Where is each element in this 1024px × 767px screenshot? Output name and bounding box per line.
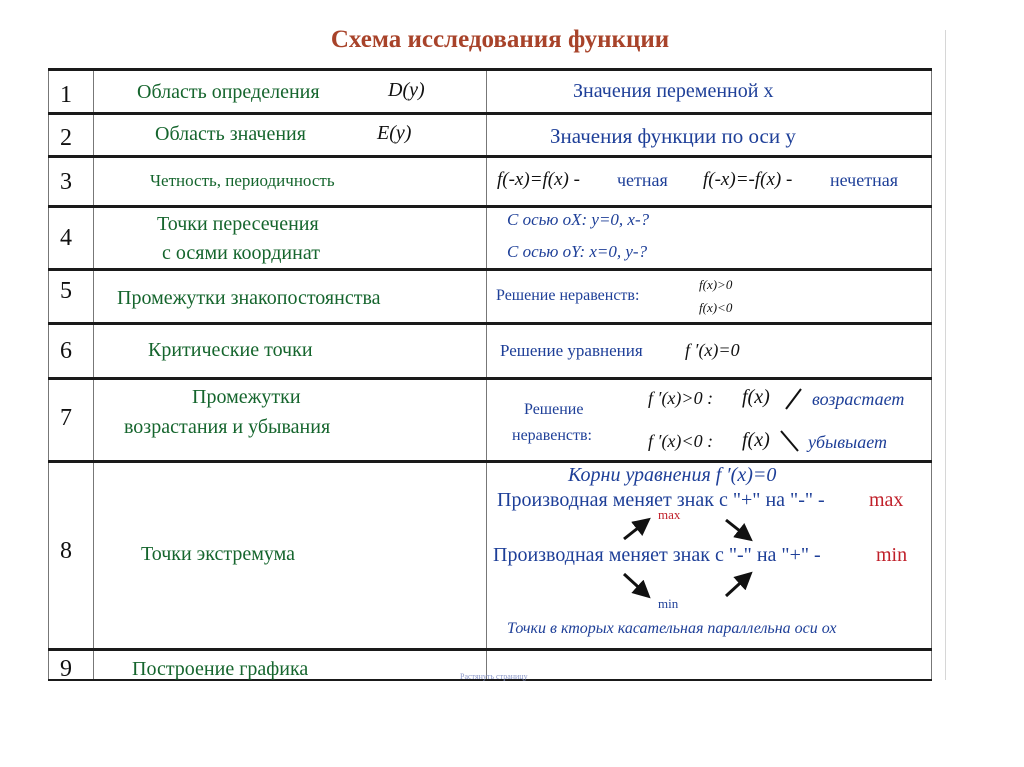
table-border-right: [931, 68, 932, 680]
row-divider: [48, 268, 932, 271]
row-number: 7: [60, 405, 72, 431]
tangent-note: Точки в кторых касательная параллельна оси ох: [507, 620, 837, 637]
row-label: Область значения: [155, 123, 306, 145]
odd-word: нечетная: [830, 170, 898, 190]
monotonic-label-line2: неравенств:: [512, 427, 592, 444]
row-divider: [48, 322, 932, 325]
x-axis-intersection: С осью оX: y=0, x-?: [507, 210, 650, 229]
odd-formula: f(-x)=-f(x) -: [703, 169, 793, 190]
row-number: 4: [60, 225, 72, 251]
row-label: Область определения: [137, 81, 320, 103]
derivative-rule-min: Производная меняет знак с "-" на "+" -: [493, 544, 821, 566]
range-symbol: E(y): [377, 122, 412, 144]
row-number: 3: [60, 169, 72, 195]
row-number: 9: [60, 656, 72, 682]
slide-edge-line: [945, 30, 946, 680]
decreasing-arrow-icon: [778, 428, 802, 454]
row-divider: [48, 377, 932, 380]
row-label-line2: с осями координат: [162, 242, 320, 264]
derivative-rule-max: Производная меняет знак с "+" на "-" -: [497, 489, 825, 511]
positive-inequality: f(x)>0: [699, 277, 733, 292]
column-divider-middle: [486, 68, 487, 680]
equation-label: Решение уравнения: [500, 341, 643, 360]
page-title: Схема исследования функции: [330, 26, 670, 53]
row-description: Значения функции по оси y: [550, 124, 796, 148]
row-label-line1: Промежутки: [192, 386, 301, 408]
row-description: Значения переменной x: [573, 80, 774, 102]
even-word: четная: [617, 170, 668, 190]
faint-caption: Растянуть страницу: [460, 672, 528, 681]
row-divider: [48, 155, 932, 158]
row-label: Критические точки: [148, 339, 313, 361]
row-label-line1: Точки пересечения: [157, 213, 319, 235]
row-divider: [48, 112, 932, 115]
inequality-label: Решение неравенств:: [496, 287, 640, 304]
row-divider: [48, 460, 932, 463]
arrow-down-right-icon: [726, 520, 750, 539]
y-axis-intersection: С осью оY: x=0, y-?: [507, 242, 648, 261]
even-formula: f(-x)=f(x) -: [497, 169, 580, 190]
negative-inequality: f(x)<0: [699, 300, 733, 315]
arrow-up-left-icon: [624, 520, 648, 539]
increasing-arrow-icon: [783, 386, 805, 412]
row-label: Точки экстремума: [141, 543, 296, 565]
function-symbol: f(x): [742, 429, 770, 451]
row-divider: [48, 648, 932, 651]
row-number: 8: [60, 538, 72, 564]
domain-symbol: D(y): [388, 79, 425, 101]
arrow-down-left-icon: [624, 574, 648, 596]
row-number: 2: [60, 125, 72, 151]
row-number: 6: [60, 338, 72, 364]
critical-equation: f ′(x)=0: [685, 340, 740, 360]
row-label: Построение графика: [132, 658, 309, 680]
monotonic-label-line1: Решение: [524, 401, 584, 418]
arrow-up-right-icon: [726, 574, 750, 596]
row-number: 1: [60, 82, 72, 108]
arrow-max-label: max: [658, 507, 681, 522]
row-label: Промежутки знакопостоянства: [117, 287, 381, 309]
row-label: Четность, периодичность: [150, 171, 335, 190]
min-label: min: [876, 544, 908, 566]
row-label-line2: возрастания и убывания: [124, 416, 331, 438]
increase-condition: f ′(x)>0 :: [648, 388, 714, 408]
increasing-word: возрастает: [812, 389, 905, 409]
roots-heading: Корни уравнения f ′(x)=0: [568, 464, 777, 486]
max-label: max: [869, 489, 904, 511]
row-divider: [48, 68, 932, 71]
row-number: 5: [60, 278, 72, 304]
table-border-left: [48, 68, 49, 680]
arrow-min-label: min: [658, 596, 679, 611]
row-divider: [48, 205, 932, 208]
column-divider-number: [93, 68, 94, 680]
decrease-condition: f ′(x)<0 :: [648, 431, 714, 451]
function-symbol: f(x): [742, 386, 770, 408]
decreasing-word: убывыает: [808, 432, 887, 452]
